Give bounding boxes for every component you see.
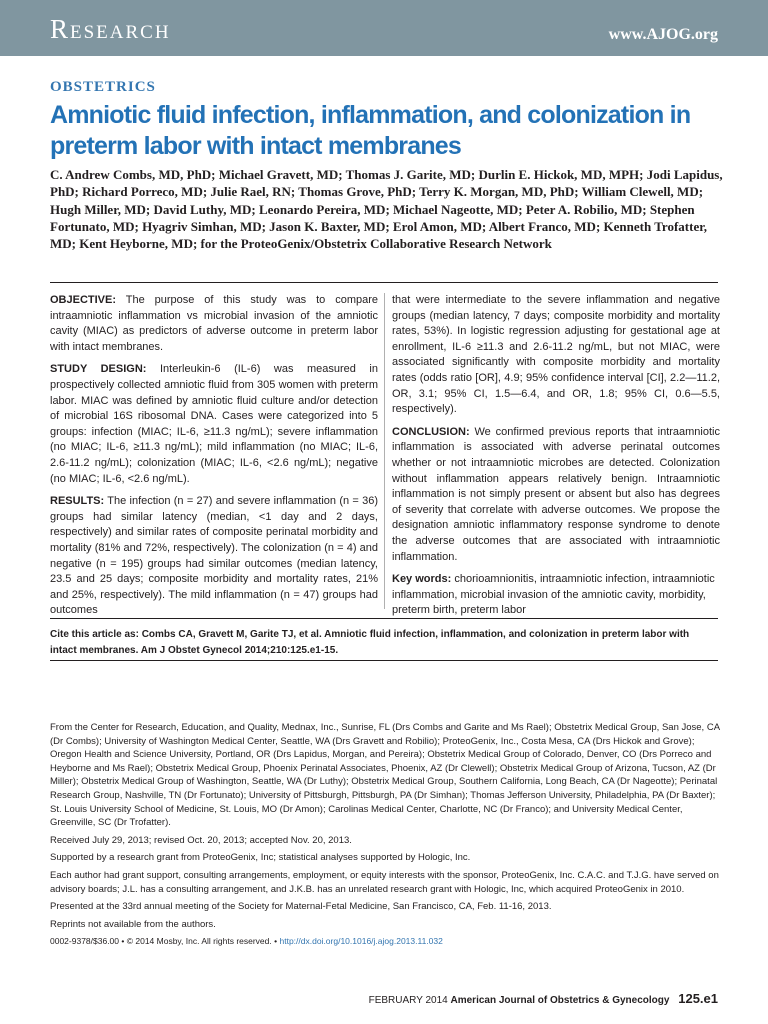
reprints-note: Reprints not available from the authors. <box>50 918 216 930</box>
received-dates: Received July 29, 2013; revised Oct. 20, 2013; accepted Nov. 20, 2013. <box>50 834 352 846</box>
conclusion-paragraph <box>392 425 720 565</box>
bullet-separator: • <box>274 936 278 947</box>
keywords-paragraph <box>392 572 720 619</box>
results-continued-paragraph <box>392 293 720 418</box>
results-text: The infection (n = 27) and severe inflammation (n = 36) groups had similar latency (median, <1 day and 2 days, respectively) and similar rates of composite perinatal morbidity and mortality (81% and 72%, respectively). The colonization (n = 4) and negative (n = 195) groups had similar outcomes (median latency, 23.5 and 25 days; composite morbidity and mortality rates, 21% and 25%, respectively). The mild inflammation (n = 47) groups had outcomes <box>50 495 378 617</box>
abstract-top-rule <box>50 282 718 283</box>
results-paragraph <box>50 494 378 619</box>
abstract-left-column <box>50 293 378 626</box>
page-number: 125.e1 <box>678 991 718 1006</box>
doi-link[interactable]: http://dx.doi.org/10.1016/j.ajog.2013.11.032 <box>279 936 443 947</box>
affiliations: From the Center for Research, Education, and Quality, Mednax, Inc., Sunrise, FL (Drs Combs and Garite and Ms Rael); Obstetrix Medical Group, San Jose, CA (Dr Combs); University of Washington Medical Center, Seattle, WA (Drs Gravett and Robilio); ProteoGenix, Inc., Costa Mesa, CA (Drs Hickok and Grove); Oregon Health and Science University, Portland, OR (Drs Lapidus, Morgan, and Pereira); Obstetrix Medical Group of Colorado, Denver, CO (Drs Porreco and Heyborne and Ms Rael); Obstetrix Medical Group, Phoenix Perinatal Associates, Phoenix, AZ (Dr Clewell); Obstetrix Medical Group of Arizona, Tucson, AZ (Dr Miller); Obstetrix Medical Group of Washington, Seattle, WA (Dr Luthy); Obstetrix Medical Group, Southern California, Long Beach, CA (Dr Nageotte); Perinatal Research Group, Nashville, TN (Dr Fortunato); University of Pittsburgh, Pittsburgh, PA (Dr Simhan); Thomas Jefferson University, Philadelphia, PA (Dr Baxter); St. Louis University School of Medicine, St. Louis, MO (Dr Amon); Carolinas Medical Center, Charlotte, NC (Dr Franco); and University Medical Center, Greenville, SC (Dr Trofatter). <box>50 722 720 829</box>
citation-line: Cite this article as: Combs CA, Gravett M, Garite TJ, et al. Amniotic fluid infection, inflammation, and colonization in preterm labor with intact membranes. Am J Obstet Gynecol 2014;210:125.e1-15. <box>50 629 690 656</box>
disclosure-statement: Each author had grant support, consulting arrangements, employment, or equity interests with the sponsor, ProteoGenix, Inc. C.A.C. and T.J.G. have served on advisory boards; J.L. has a consulting arrangement, and J.K.B. has an unrelated research grant with Hologic, Inc, which acquired ProteoGenix in 2010. <box>50 869 719 895</box>
article-category: OBSTETRICS <box>50 79 156 95</box>
objective-paragraph <box>50 293 378 355</box>
identifiers-line <box>50 935 722 949</box>
author-list: C. Andrew Combs, MD, PhD; Michael Gravett, MD; Thomas J. Garite, MD; Durlin E. Hickok, MD, MPH; Jodi Lapidus, PhD; Richard Porreco, MD; Julie Rael, RN; Thomas Grove, PhD; Terry K. Morgan, MD, PhD; William Clewell, MD; Hugh Miller, MD; David Luthy, MD; Leonardo Pereira, MD; Michael Nageotte, MD; Peter A. Robilio, MD; Stephen Fortunato, MD; Hyagriv Simhan, MD; Jason K. Baxter, MD; Erol Amon, MD; Albert Franco, MD; Kenneth Trofatter, MD; Kent Heyborne, MD; for the ProteoGenix/Obstetrix Collaborative Research Network <box>50 167 723 252</box>
journal-name: American Journal of Obstetrics & Gynecology <box>450 995 670 1006</box>
journal-url[interactable]: www.AJOG.org <box>608 26 718 43</box>
front-matter <box>50 721 722 953</box>
design-text: Interleukin-6 (IL-6) was measured in prospectively collected amniotic fluid from 305 women with preterm labor. MIAC was defined by amniotic fluid culture and/or detection of microbial 16S ribosomal DNA. Cases were categorized into 5 groups: infection (MIAC; IL-6, ≥11.3 ng/mL); severe inflammation (no MIAC; IL-6, ≥11.3 ng/mL); mild inflammation (no MIAC; IL-6, 2.6-11.2 ng/mL); colonization (MIAC; IL-6, <2.6 ng/mL); negative (no MIAC; IL-6, <2.6 ng/mL). <box>50 363 378 485</box>
citation-bottom-rule <box>50 660 718 661</box>
keywords-text: chorioamnionitis, intraamniotic infection, intraamniotic inflammation, microbial invasion of the amniotic cavity, morbidity, preterm birth, preterm labor <box>392 573 715 617</box>
issn: 0002-9378/$36.00 <box>50 936 120 947</box>
research-banner <box>0 0 768 56</box>
funding-statement: Supported by a research grant from ProteoGenix, Inc; statistical analyses supported by Hologic, Inc. <box>50 852 471 864</box>
presentation-note: Presented at the 33rd annual meeting of the Society for Maternal-Fetal Medicine, San Francisco, CA, Feb. 11-16, 2013. <box>50 901 552 913</box>
citation-top-rule <box>50 618 718 619</box>
results-continued-text: that were intermediate to the severe inflammation and negative groups (median latency, 7 days; composite morbidity and mortality rates, 53%). In logistic regression adjusting for gestational age at enrollment, IL-6 ≥11.3 and 2.6-11.2 ng/mL, but not MIAC, were associated significantly with composite morbidity and mortality rates (odds ratio [OR], 4.9; 95% confidence interval [CI], 2.2—11.2, OR, 3.1; 95% CI, 1.5—6.4, and OR, 1.8; 95% CI, 0.6—5.5, respectively). <box>392 294 720 416</box>
objective-text: The purpose of this study was to compare intraamniotic inflammation vs microbial invasion of the amniotic cavity (MIAC) as predictors of adverse outcome in preterm labor with intact membranes. <box>50 294 378 353</box>
bullet-separator: • <box>121 936 125 947</box>
conclusion-label: CONCLUSION: <box>392 425 470 438</box>
issue-date: FEBRUARY 2014 <box>368 995 448 1006</box>
objective-label: OBJECTIVE: <box>50 294 117 306</box>
design-label: STUDY DESIGN: <box>50 363 147 376</box>
article-title: Amniotic fluid infection, inflammation, and colonization in preterm labor with intact membranes <box>50 101 691 160</box>
column-divider <box>384 293 385 609</box>
design-paragraph <box>50 362 378 487</box>
page-footer <box>369 992 718 1008</box>
keywords-label: Key words: <box>392 573 452 586</box>
conclusion-text: We confirmed previous reports that intraamniotic inflammation is associated with adverse perinatal outcomes whether or not intraamniotic microbes are detected. Colonization without inflammation appears relatively benign. Intraamniotic inflammation is not simply present or absent but also has degrees of severity that correlate with adverse outcomes. We propose the designation amniotic inflammatory response syndrome to denote the adverse outcomes that are associated with intraamniotic inflammation. <box>392 425 720 563</box>
copyright: © 2014 Mosby, Inc. All rights reserved. <box>126 936 272 947</box>
section-banner-title: Research <box>50 14 171 44</box>
results-label: RESULTS: <box>50 495 105 508</box>
abstract-right-column <box>392 293 720 626</box>
